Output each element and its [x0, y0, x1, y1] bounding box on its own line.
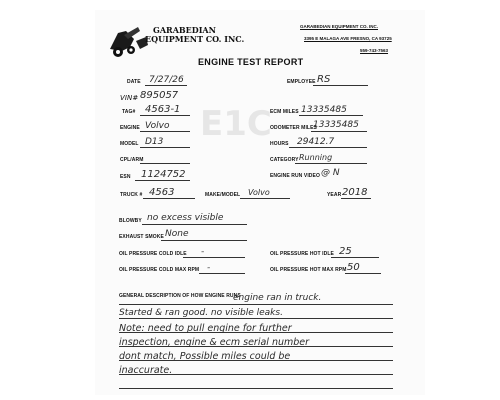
- hours-value: 29412.7: [297, 137, 335, 147]
- description-line-6: inaccurate.: [119, 365, 173, 376]
- oil-pressure-cold-max-rpm-value: -: [207, 263, 211, 273]
- category-value: Running: [299, 153, 333, 162]
- company-name-line1: GARABEDIAN: [153, 25, 216, 35]
- exhaust-smoke-value: None: [165, 229, 189, 239]
- model-value: D13: [145, 137, 164, 147]
- header-address: 3395 E MALAGA AVE FRESNO, CA 93725: [304, 36, 392, 41]
- oil-pressure-cold-max-rpm-label: OIL PRESSURE COLD MAX RPM: [119, 267, 200, 273]
- company-name-line2: EQUIPMENT CO. INC.: [145, 34, 245, 44]
- description-line-1: engine ran in truck.: [233, 293, 322, 303]
- engine-run-video-label: ENGINE RUN VIDEO: [270, 173, 320, 179]
- truck-value: 4563: [149, 187, 175, 198]
- employee-value: RS: [317, 74, 331, 85]
- engine-value: Volvo: [145, 121, 170, 131]
- esn-value: 1124752: [141, 169, 186, 180]
- description-line-5: dont match, Possible miles could be: [119, 351, 291, 362]
- oil-pressure-hot-idle-value: 25: [339, 246, 352, 257]
- vin-label: VIN#: [120, 94, 139, 102]
- description-line-2: Started & ran good. no visible leaks.: [119, 308, 283, 318]
- odometer-miles-label: ODOMETER MILES: [270, 125, 317, 131]
- svg-text:E1C: E1C: [200, 104, 272, 144]
- header-phone: 559-743-7563: [360, 48, 389, 53]
- exhaust-smoke-label: EXHAUST SMOKE: [119, 234, 164, 240]
- year-value: 2018: [342, 187, 368, 198]
- model-label: MODEL: [120, 141, 139, 147]
- report-title: ENGINE TEST REPORT: [198, 57, 304, 67]
- esn-label: ESN: [120, 174, 131, 180]
- date-value: 7/27/26: [149, 75, 184, 85]
- tag-label: TAG#: [122, 109, 136, 115]
- truck-label: TRUCK #: [120, 192, 143, 198]
- hours-label: HOURS: [270, 141, 289, 147]
- year-label: YEAR: [327, 192, 342, 198]
- make-model-label: MAKE/MODEL: [205, 192, 241, 198]
- make-model-value: Volvo: [248, 188, 270, 197]
- oil-pressure-hot-max-rpm-label: OIL PRESSURE HOT MAX RPM: [270, 267, 347, 273]
- vin-value: 895057: [140, 90, 179, 101]
- category-label: CATEGORY: [270, 157, 299, 163]
- description-label: GENERAL DESCRIPTION OF HOW ENGINE RUNS: [119, 293, 241, 299]
- description-line-4: inspection, engine & ecm serial number: [119, 337, 310, 348]
- header-company-name: GARABEDIAN EQUIPMENT CO. INC.: [300, 24, 379, 29]
- employee-label: EMPLOYEE: [287, 79, 316, 85]
- engine-label: ENGINE: [120, 125, 140, 131]
- ecm-miles-label: ECM MILES: [270, 109, 299, 115]
- cpl-arm-label: CPL/ARM: [120, 157, 144, 163]
- tag-value: 4563-1: [145, 104, 181, 115]
- oil-pressure-cold-idle-label: OIL PRESSURE COLD IDLE: [119, 251, 187, 257]
- date-label: DATE: [127, 79, 141, 85]
- oil-pressure-cold-idle-value: -: [201, 247, 205, 257]
- oil-pressure-hot-max-rpm-value: 50: [347, 262, 360, 273]
- description-line-3: Note: need to pull engine for further: [119, 323, 292, 334]
- ecm-miles-value: 13335485: [301, 105, 347, 115]
- odometer-miles-value: 13335485: [313, 120, 359, 130]
- blowby-value: no excess visible: [147, 213, 224, 223]
- blowby-label: BLOWBY: [119, 218, 142, 224]
- engine-test-report-form: [95, 10, 425, 395]
- oil-pressure-hot-idle-label: OIL PRESSURE HOT IDLE: [270, 251, 334, 257]
- engine-run-video-value: @ N: [321, 168, 340, 178]
